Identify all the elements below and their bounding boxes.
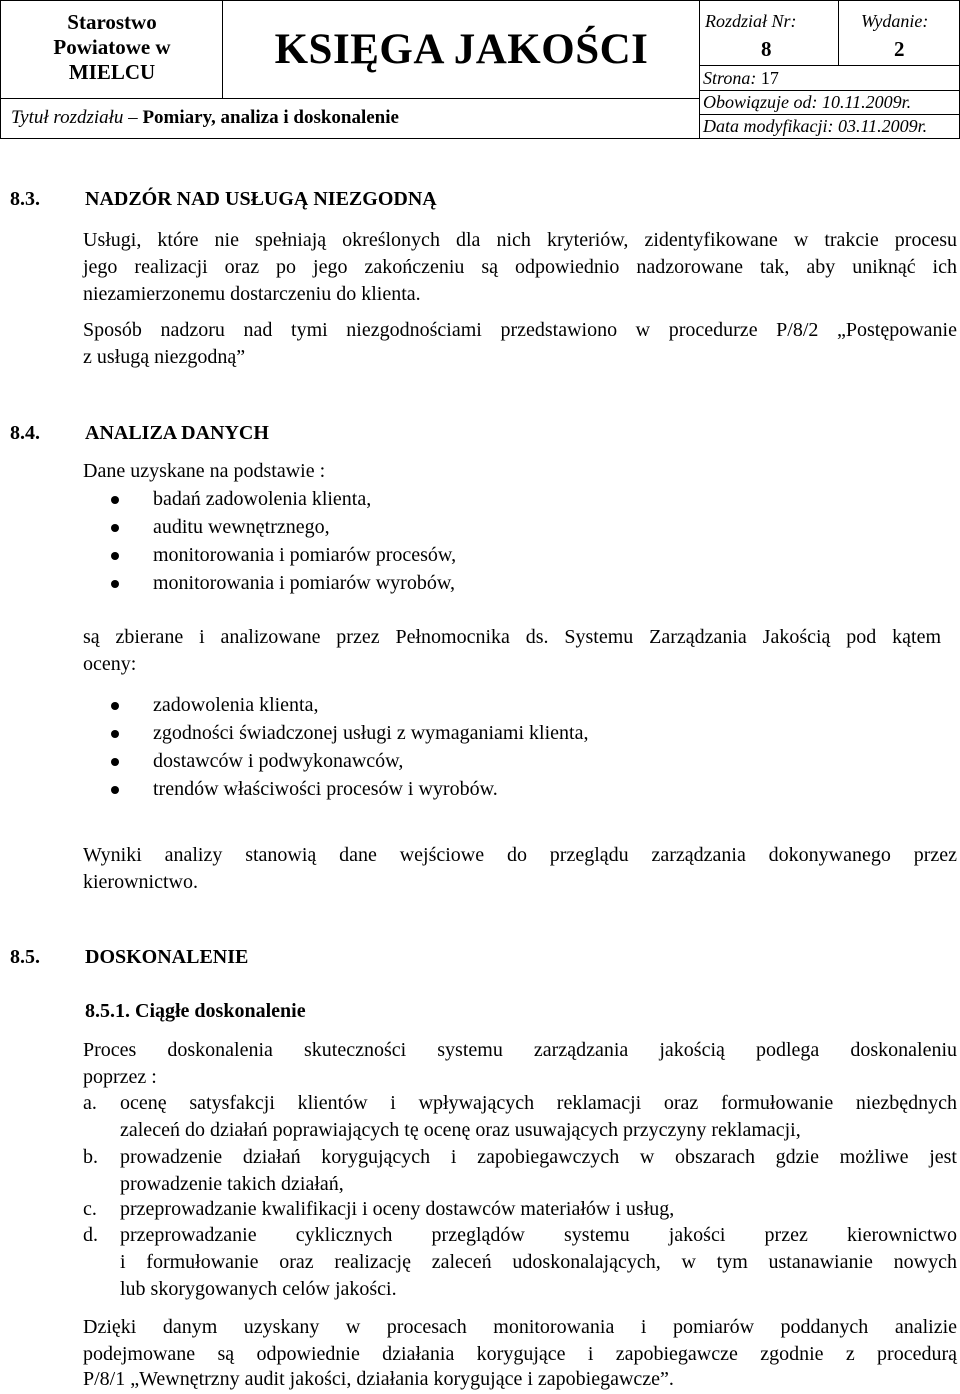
- paragraph-line: poprzez :: [83, 1066, 157, 1088]
- chapter-title-value: Pomiary, analiza i doskonalenie: [142, 107, 399, 128]
- organization-name: [1, 1, 223, 99]
- subsection-title: 8.5.1. Ciągłe doskonalenie: [85, 1000, 306, 1022]
- list-item-line: przeprowadzanie cyklicznych przeglądów systemu jakości przez kierownictwo: [120, 1224, 957, 1246]
- chapter-title-label: Tytuł rozdziału –: [11, 107, 143, 128]
- bullet-icon: [111, 758, 119, 766]
- section-title: NADZÓR NAD USŁUGĄ NIEZGODNĄ: [85, 188, 437, 210]
- list-item: auditu wewnętrznego,: [153, 516, 330, 538]
- bullet-icon: [111, 580, 119, 588]
- list-letter: c.: [83, 1198, 97, 1220]
- list-item: dostawców i podwykonawców,: [153, 750, 404, 772]
- list-item-line: zaleceń do działań poprawiających tę ocenę oraz usuwających przyczyny reklamacji,: [120, 1119, 801, 1141]
- modified-date: [703, 116, 927, 136]
- modified-label: Data modyfikacji:: [703, 116, 834, 136]
- list-letter: a.: [83, 1092, 97, 1114]
- paragraph-line: jego realizacji oraz po jego zakończeniu są odpowiednio nadzorowane tak, aby uniknąć ich: [83, 256, 957, 278]
- org-line: Powiatowe w: [53, 35, 171, 59]
- bullet-icon: [111, 524, 119, 532]
- paragraph-line: oceny:: [83, 653, 137, 675]
- header-divider: [699, 65, 959, 66]
- bullet-icon: [111, 786, 119, 794]
- paragraph-line: P/8/1 „Wewnętrzny audit jakości, działania korygujące i zapobiegawcze”.: [83, 1368, 674, 1390]
- paragraph-line: są zbierane i analizowane przez Pełnomocnika ds. Systemu Zarządzania Jakością pod kątem: [83, 626, 941, 648]
- modified-value: 03.11.2009r.: [837, 116, 928, 136]
- page-label: Strona:: [703, 68, 757, 88]
- list-item: zgodności świadczonej usługi z wymaganiami klienta,: [153, 722, 589, 744]
- bullet-icon: [111, 552, 119, 560]
- list-item: trendów właściwości procesów i wyrobów.: [153, 778, 498, 800]
- section-title: ANALIZA DANYCH: [85, 422, 269, 444]
- list-letter: d.: [83, 1224, 98, 1246]
- paragraph-line: Wyniki analizy stanowią dane wejściowe do przeglądu zarządzania dokonywanego przez: [83, 844, 957, 866]
- paragraph-line: podejmowane są odpowiednie działania korygujące i zapobiegawcze zgodnie z procedurą: [83, 1343, 957, 1365]
- section-number: 8.5.: [10, 946, 40, 968]
- paragraph-line: kierownictwo.: [83, 871, 198, 893]
- chapter-number-value: 8: [761, 37, 772, 61]
- list-item: monitorowania i pomiarów procesów,: [153, 544, 457, 566]
- paragraph-line: Usługi, które nie spełniają określonych dla nich kryteriów, zidentyfikowane w trakcie procesu: [83, 229, 957, 251]
- list-item-line: lub skorygowanych celów jakości.: [120, 1278, 397, 1300]
- edition-value: 2: [894, 37, 905, 61]
- list-item-line: prowadzenie działań korygujących i zapobiegawczych w obszarach gdzie możliwe jest: [120, 1146, 957, 1168]
- paragraph-line: niezamierzonemu dostarczeniu do klienta.: [83, 283, 421, 305]
- effective-label: Obowiązuje od:: [703, 92, 818, 112]
- chapter-title: [1, 99, 700, 138]
- list-item-line: prowadzenie takich działań,: [120, 1173, 344, 1195]
- paragraph-line: z usługą niezgodną”: [83, 346, 246, 368]
- edition-label: Wydanie:: [861, 11, 929, 31]
- section-number: 8.3.: [10, 188, 40, 210]
- paragraph-line: Dzięki danym uzyskany w procesach monitorowania i pomiarów poddanych analizie: [83, 1316, 957, 1338]
- list-item: zadowolenia klienta,: [153, 694, 319, 716]
- org-line: Starostwo: [67, 10, 157, 34]
- document-title: KSIĘGA JAKOŚCI: [274, 26, 649, 73]
- list-item: monitorowania i pomiarów wyrobów,: [153, 572, 455, 594]
- paragraph-line: Sposób nadzoru nad tymi niezgodnościami przedstawiono w procedurze P/8/2 „Postępowanie: [83, 319, 957, 341]
- list-item-line: ocenę satysfakcji klientów i wpływających reklamacji oraz formułowanie niezbędnych: [120, 1092, 957, 1114]
- section-title: DOSKONALENIE: [85, 946, 249, 968]
- bullet-icon: [111, 702, 119, 710]
- list-item-line: i formułowanie oraz realizację zaleceń udoskonalających, w tym ustanawianie nowych: [120, 1251, 957, 1273]
- header-divider: [699, 90, 959, 91]
- list-letter: b.: [83, 1146, 98, 1168]
- bullet-icon: [111, 730, 119, 738]
- page-value: 17: [760, 68, 779, 88]
- header-divider: [699, 114, 959, 115]
- paragraph-line: Proces doskonalenia skuteczności systemu zarządzania jakością podlega doskonaleniu: [83, 1039, 957, 1061]
- page-number: [703, 68, 779, 88]
- effective-date: [703, 92, 911, 112]
- paragraph-line: Dane uzyskane na podstawie :: [83, 460, 326, 482]
- header-divider: [838, 1, 839, 65]
- list-item-line: przeprowadzanie kwalifikacji i oceny dostawców materiałów i usług,: [120, 1198, 675, 1220]
- bullet-icon: [111, 496, 119, 504]
- chapter-number-label: Rozdział Nr:: [705, 11, 797, 31]
- list-item: badań zadowolenia klienta,: [153, 488, 372, 510]
- document-header: [0, 0, 960, 139]
- effective-value: 10.11.2009r.: [822, 92, 912, 112]
- org-line: MIELCU: [68, 60, 156, 84]
- section-number: 8.4.: [10, 422, 40, 444]
